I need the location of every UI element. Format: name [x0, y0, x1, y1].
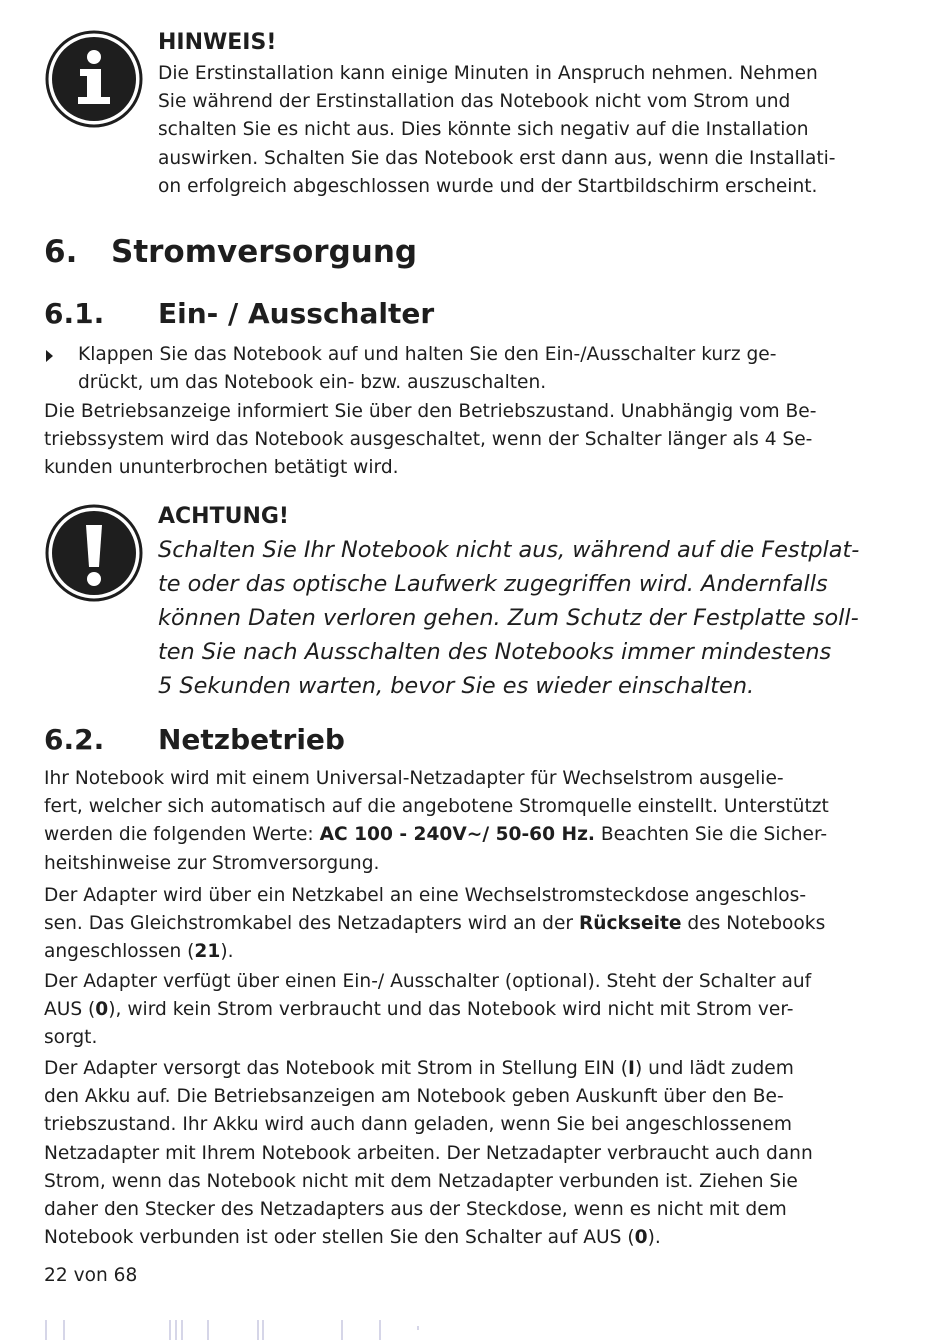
text-run: Der Adapter versorgt das Notebook mit Strom in Stellung EIN (: [44, 1058, 629, 1079]
paragraph-netzkabel: [44, 882, 874, 967]
section-heading-6-1: [44, 296, 434, 332]
paragraph-line: [44, 821, 874, 849]
paragraph-line: den Akku auf. Die Betriebsanzeigen am Notebook geben Auskunft über den Be-: [44, 1086, 784, 1108]
paragraph-schalter: [44, 968, 874, 1053]
bold-term: 0: [634, 1227, 648, 1249]
text-run: angeschlossen (: [44, 941, 195, 963]
text-run: ), wird kein Strom verbraucht und das Notebook wird nicht mit Strom ver-: [108, 999, 794, 1021]
paragraph-line: [44, 910, 874, 938]
section-number: 6.2.: [44, 723, 105, 756]
paragraph-line: kunden ununterbrochen betätigt wird.: [44, 457, 399, 479]
text-run: werden die folgenden Werte:: [44, 824, 320, 846]
achtung-line: können Daten verloren gehen. Zum Schutz der Festplatte soll-: [158, 605, 859, 631]
paragraph-line: Ihr Notebook wird mit einem Universal-Netzadapter für Wechselstrom ausgelie-: [44, 768, 784, 789]
achtung-text: [158, 533, 859, 703]
paragraph-line: daher den Stecker des Netzadapters aus der Steckdose, wenn es nicht mit dem: [44, 1199, 787, 1221]
text-run: ) und lädt zudem: [634, 1058, 794, 1079]
achtung-line: ten Sie nach Ausschalten des Notebooks immer mindestens: [158, 639, 832, 665]
page-number: 22 von 68: [44, 1265, 138, 1286]
text-run: ).: [647, 1227, 661, 1249]
text-run: Beachten Sie die Sicher-: [594, 824, 828, 846]
paragraph-akku: [44, 1055, 874, 1252]
hinweis-line: on erfolgreich abgeschlossen wurde und der Startbildschirm erscheint.: [158, 175, 818, 197]
paragraph-line: [44, 938, 874, 966]
paragraph-line: Strom, wenn das Notebook nicht mit dem Netzadapter verbunden ist. Ziehen Sie: [44, 1170, 798, 1192]
section-title: Ein- / Ausschalter: [158, 297, 435, 330]
bullet-line: drückt, um das Notebook ein- bzw. auszuschalten.: [78, 372, 547, 394]
text-run: des Notebooks: [681, 913, 826, 935]
paragraph-line: [44, 996, 874, 1024]
paragraph-line: Der Adapter verfügt über einen Ein-/ Ausschalter (optional). Steht der Schalter auf: [44, 971, 812, 992]
section-heading-6: [44, 232, 417, 272]
achtung-line: Schalten Sie Ihr Notebook nicht aus, während auf die Festplat-: [158, 537, 860, 563]
print-registration-marks: [44, 1318, 464, 1342]
bold-term: Rückseite: [578, 913, 682, 935]
hinweis-line: auswirken. Schalten Sie das Notebook erst dann aus, wenn die Installati-: [158, 147, 836, 169]
hinweis-line: schalten Sie es nicht aus. Dies könnte sich negativ auf die Installation: [158, 119, 809, 141]
hinweis-text: [158, 60, 836, 201]
hinweis-line: Sie während der Erstinstallation das Notebook nicht vom Strom und: [158, 91, 791, 113]
paragraph-line: heitshinweise zur Stromversorgung.: [44, 852, 380, 874]
bold-term: 0: [95, 999, 109, 1021]
paragraph-line: [44, 1224, 874, 1252]
paragraph-line: sorgt.: [44, 1027, 98, 1049]
text-run: ).: [220, 941, 234, 963]
paragraph-line: Die Betriebsanzeige informiert Sie über den Betriebszustand. Unabhängig vom Be-: [44, 401, 817, 422]
hinweis-line: Die Erstinstallation kann einige Minuten in Anspruch nehmen. Nehmen: [158, 63, 818, 84]
paragraph-line: triebszustand. Ihr Akku wird auch dann geladen, wenn Sie bei angeschlossenem: [44, 1114, 792, 1136]
paragraph-netzadapter: [44, 765, 874, 878]
voltage-value: AC 100 - 240V~/ 50-60 Hz.: [319, 824, 595, 846]
bullet-line: Klappen Sie das Notebook auf und halten Sie den Ein-/Ausschalter kurz ge-: [78, 344, 777, 365]
section-title: Netzbetrieb: [158, 723, 345, 756]
paragraph-line: fert, welcher sich automatisch auf die angebotene Stromquelle einstellt. Unterstützt: [44, 796, 829, 818]
paragraph-line: Der Adapter wird über ein Netzkabel an eine Wechselstromsteckdose angeschlos-: [44, 885, 807, 906]
bold-term: I: [628, 1058, 635, 1079]
bold-term: 21: [194, 941, 221, 963]
bullet-arrow-icon: [46, 350, 53, 362]
paragraph-betriebsanzeige: [44, 398, 874, 483]
paragraph-line: triebssystem wird das Notebook ausgeschaltet, wenn der Schalter länger als 4 Se-: [44, 429, 813, 451]
text-run: AUS (: [44, 999, 96, 1021]
achtung-line: te oder das optische Laufwerk zugegriffen wird. Andernfalls: [158, 571, 828, 597]
section-title: Stromversorgung: [111, 234, 418, 270]
section-number: 6.1.: [44, 297, 105, 330]
info-icon: [44, 29, 144, 129]
section-heading-6-2: [44, 722, 345, 758]
section-number: 6.: [44, 234, 78, 270]
achtung-line: 5 Sekunden warten, bevor Sie es wieder einschalten.: [158, 673, 755, 699]
text-run: sen. Das Gleichstromkabel des Netzadapters wird an der: [44, 913, 579, 935]
achtung-title: ACHTUNG!: [158, 504, 289, 529]
exclamation-icon: [44, 503, 144, 603]
text-run: Notebook verbunden ist oder stellen Sie den Schalter auf AUS (: [44, 1227, 635, 1249]
paragraph-line: Netzadapter mit Ihrem Notebook arbeiten. Der Netzadapter verbraucht auch dann: [44, 1142, 813, 1164]
hinweis-title: HINWEIS!: [158, 30, 277, 55]
paragraph-line: [44, 1055, 874, 1083]
